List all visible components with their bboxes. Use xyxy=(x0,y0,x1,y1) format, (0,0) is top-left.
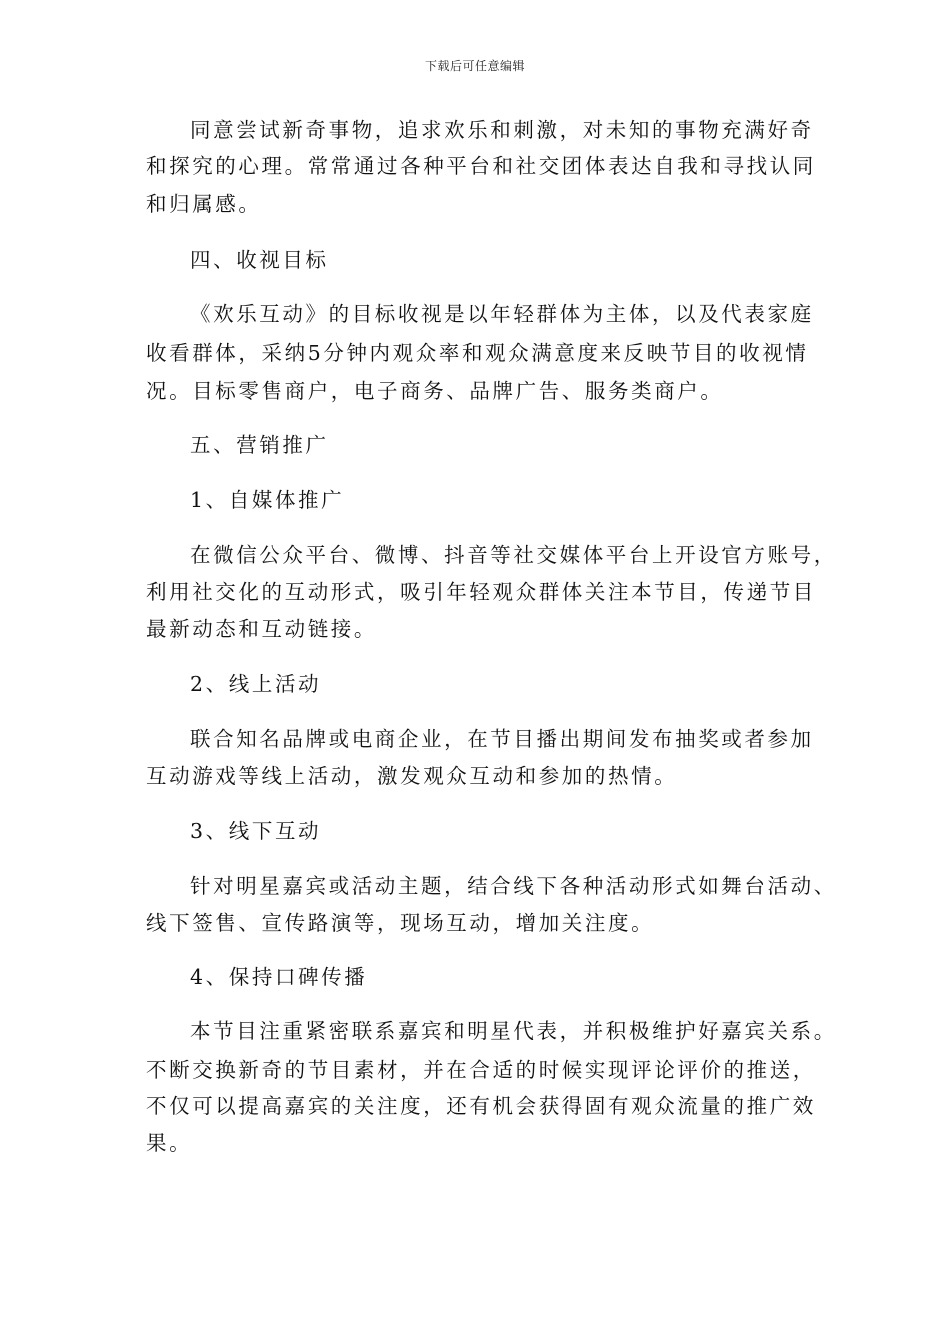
text-line: 针对明星嘉宾或活动主题，结合线下各种活动形式如舞台活动、 xyxy=(190,874,837,898)
text-line: 果。 xyxy=(146,1131,193,1155)
subsection-heading: 2、线上活动 xyxy=(190,672,322,696)
text-line: 最新动态和互动链接。 xyxy=(146,617,377,641)
section-heading: 五、营销推广 xyxy=(190,433,329,457)
text-line: 互动游戏等线上活动，激发观众互动和参加的热情。 xyxy=(146,764,678,788)
subsection-heading: 1、自媒体推广 xyxy=(190,488,345,512)
text-line: 收看群体，采纳5分钟内观众率和观众满意度来反映节目的收视情 xyxy=(146,341,809,365)
text-line: 本节目注重紧密联系嘉宾和明星代表，并积极维护好嘉宾关系。 xyxy=(190,1019,837,1043)
text-line: 同意尝试新奇事物，追求欢乐和刺激，对未知的事物充满好奇 xyxy=(190,118,814,142)
section-heading: 四、收视目标 xyxy=(190,248,329,272)
text-line: 和探究的心理。常常通过各种平台和社交团体表达自我和寻找认同 xyxy=(146,154,816,178)
text-line: 和归属感。 xyxy=(146,192,262,216)
text-line: 在微信公众平台、微博、抖音等社交媒体平台上开设官方账号， xyxy=(190,543,837,567)
text-line: 利用社交化的互动形式，吸引年轻观众群体关注本节目，传递节目 xyxy=(146,580,816,604)
subsection-heading: 3、线下互动 xyxy=(190,819,322,843)
text-line: 联合知名品牌或电商企业，在节目播出期间发布抽奖或者参加 xyxy=(190,727,814,751)
text-line: 不断交换新奇的节目素材，并在合适的时候实现评论评价的推送， xyxy=(146,1058,816,1082)
text-line: 不仅可以提高嘉宾的关注度，还有机会获得固有观众流量的推广效 xyxy=(146,1094,816,1118)
text-line: 《欢乐互动》的目标收视是以年轻群体为主体，以及代表家庭 xyxy=(190,302,814,326)
text-line: 况。目标零售商户，电子商务、品牌广告、服务类商户。 xyxy=(146,379,724,403)
text-line: 线下签售、宣传路演等，现场互动，增加关注度。 xyxy=(146,911,655,935)
subsection-heading: 4、保持口碑传播 xyxy=(190,965,368,989)
page-header: 下载后可任意编辑 xyxy=(424,59,525,73)
